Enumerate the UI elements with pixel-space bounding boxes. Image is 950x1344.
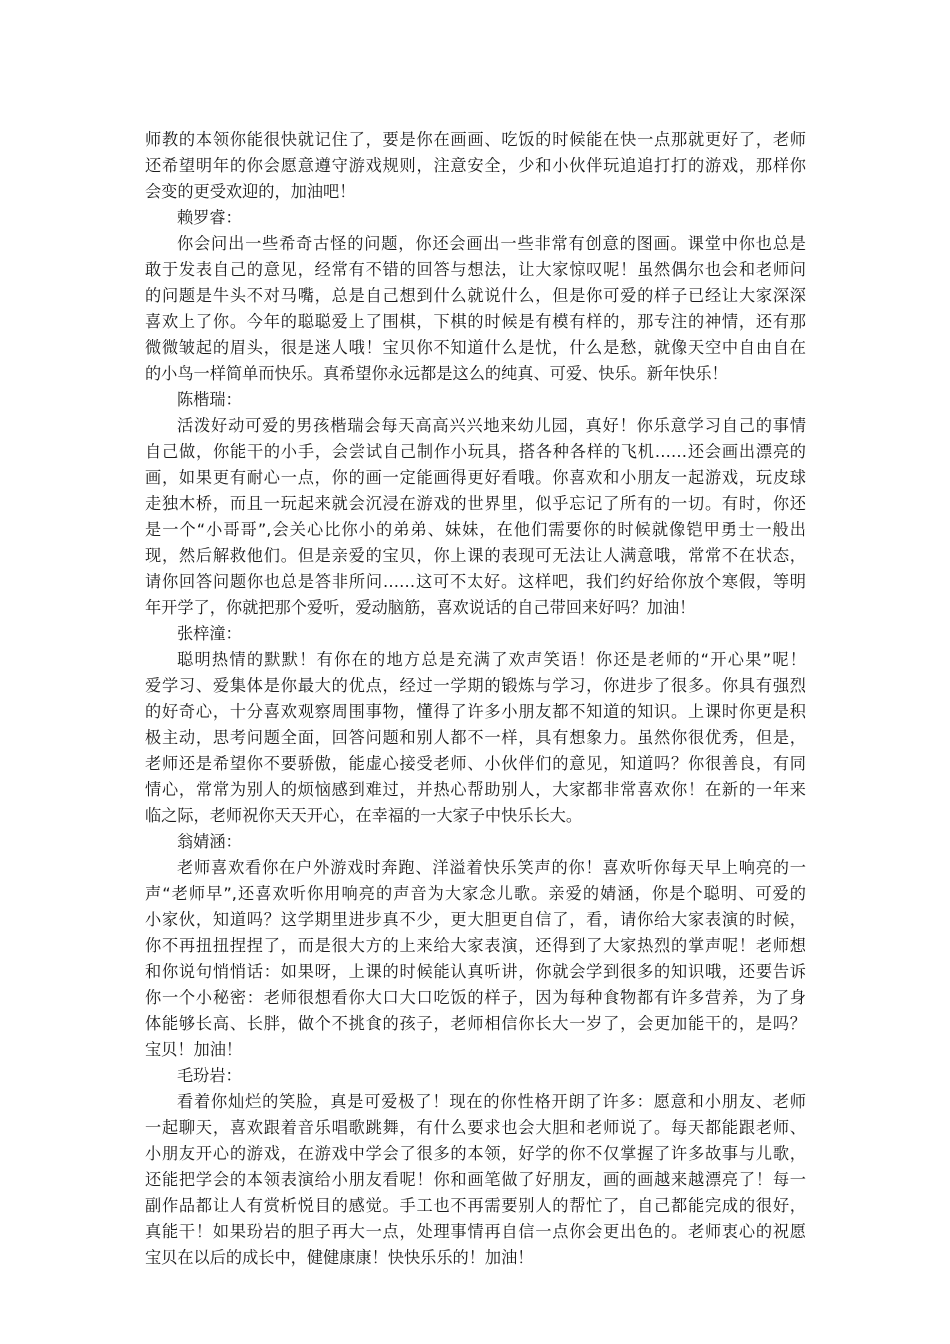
- text-line: 真能干！如果玢岩的胆子再大一点，处理事情再自信一点你会更出色的。老师衷心的祝愿: [145, 1222, 806, 1241]
- text-line: 画，如果更有耐心一点，你的画一定能画得更好看哦。你喜欢和小朋友一起游戏，玩皮球: [145, 468, 806, 487]
- text-line: 副作品都让人有赏析悦目的感觉。手工也不再需要别人的帮忙了，自己都能完成的很好，: [145, 1196, 806, 1215]
- student-name-heading: 赖罗睿：: [177, 208, 242, 227]
- text-line: 体能够长高、长胖，做个不挑食的孩子，老师相信你长大一岁了，会更加能干的，是吗？: [145, 1014, 806, 1033]
- text-line: 小家伙，知道吗？这学期里进步真不少，更大胆更自信了，看，请你给大家表演的时候，: [145, 910, 806, 929]
- text-line: 是一个“小哥哥”,会关心比你小的弟弟、妹妹，在他们需要你的时候就像铠甲勇士一般出: [145, 520, 806, 539]
- text-line: 现，然后解救他们。但是亲爱的宝贝，你上课的表现可无法让人满意哦，常常不在状态，: [145, 546, 806, 565]
- text-line: 和你说句悄悄话：如果呀，上课的时候能认真听讲，你就会学到很多的知识哦，还要告诉: [145, 962, 806, 981]
- text-line: 敢于发表自己的意见，经常有不错的回答与想法，让大家惊叹呢！虽然偶尔也会和老师问: [145, 260, 806, 279]
- text-line: 请你回答问题你也总是答非所问……这可不太好。这样吧，我们约好给你放个寒假，等明: [145, 572, 806, 591]
- text-line: 的问题是牛头不对马嘴，总是自己想到什么就说什么，但是你可爱的样子已经让大家深深: [145, 286, 806, 305]
- text-line: 喜欢上了你。今年的聪聪爱上了围棋，下棋的时候是有模有样的，那专注的神情，还有那: [145, 312, 806, 331]
- text-line: 的好奇心，十分喜欢观察周围事物，懂得了许多小朋友都不知道的知识。上课时你更是积: [145, 702, 806, 721]
- text-line: 走独木桥，而且一玩起来就会沉浸在游戏的世界里，似乎忘记了所有的一切。有时，你还: [145, 494, 806, 513]
- student-name-heading: 张梓潼：: [177, 624, 242, 643]
- text-line: 的小鸟一样简单而快乐。真希望你永远都是这么的纯真、可爱、快乐。新年快乐！: [145, 364, 728, 383]
- text-line: 微微皱起的眉头，很是迷人哦！宝贝你不知道什么是忧，什么是愁，就像天空中自由自在: [145, 338, 806, 357]
- text-line: 还希望明年的你会愿意遵守游戏规则，注意安全，少和小伙伴玩追追打打的游戏，那样你: [145, 156, 806, 175]
- text-line: 师教的本领你能很快就记住了，要是你在画画、吃饭的时候能在快一点那就更好了，老师: [145, 130, 806, 149]
- text-line: 声“老师早”,还喜欢听你用响亮的声音为大家念儿歌。亲爱的婧涵，你是个聪明、可爱的: [145, 884, 806, 903]
- text-line: 小朋友开心的游戏，在游戏中学会了很多的本领，好学的你不仅掌握了许多故事与儿歌，: [145, 1144, 806, 1163]
- text-line: 活泼好动可爱的男孩楷瑞会每天高高兴兴地来幼儿园，真好！你乐意学习自己的事情: [177, 416, 806, 435]
- text-line: 你一个小秘密：老师很想看你大口大口吃饭的样子，因为每种食物都有许多营养，为了身: [145, 988, 806, 1007]
- text-line: 极主动，思考问题全面，回答问题和别人都不一样，具有想象力。虽然你很优秀，但是，: [145, 728, 806, 747]
- text-line: 临之际，老师祝你天天开心，在幸福的一大家子中快乐长大。: [145, 806, 583, 825]
- text-line: 还能把学会的本领表演给小朋友看呢！你和画笔做了好朋友，画的画越来越漂亮了！每一: [145, 1170, 806, 1189]
- student-name-heading: 毛玢岩：: [177, 1066, 242, 1085]
- text-line: 爱学习、爱集体是你最大的优点，经过一学期的锻炼与学习，你进步了很多。你具有强烈: [145, 676, 806, 695]
- text-line: 一起聊天，喜欢跟着音乐唱歌跳舞，有什么要求也会大胆和老师说了。每天都能跟老师、: [145, 1118, 806, 1137]
- text-line: 聪明热情的默默！有你在的地方总是充满了欢声笑语！你还是老师的“开心果”呢！: [177, 650, 806, 669]
- text-line: 看着你灿烂的笑脸，真是可爱极了！现在的你性格开朗了许多：愿意和小朋友、老师: [177, 1092, 806, 1111]
- text-line: 年开学了，你就把那个爱听，爱动脑筋，喜欢说话的自己带回来好吗？加油！: [145, 598, 696, 617]
- text-line: 你会问出一些希奇古怪的问题，你还会画出一些非常有创意的图画。课堂中你也总是: [177, 234, 806, 253]
- text-line: 自己做，你能干的小手，会尝试自己制作小玩具，搭各种各样的飞机……还会画出漂亮的: [145, 442, 806, 461]
- text-line: 老师还是希望你不要骄傲，能虚心接受老师、小伙伴们的意见，知道吗？你很善良，有同: [145, 754, 806, 773]
- text-line: 老师喜欢看你在户外游戏时奔跑、洋溢着快乐笑声的你！喜欢听你每天早上响亮的一: [177, 858, 806, 877]
- text-line: 会变的更受欢迎的，加油吧！: [145, 182, 356, 201]
- text-line: 宝贝！加油！: [145, 1040, 243, 1059]
- student-name-heading: 陈楷瑞：: [177, 390, 242, 409]
- student-name-heading: 翁婧涵：: [177, 832, 242, 851]
- text-line: 你不再扭扭捏捏了，而是很大方的上来给大家表演，还得到了大家热烈的掌声呢！老师想: [145, 936, 806, 955]
- text-line: 宝贝在以后的成长中，健健康康！快快乐乐的！加油！: [145, 1248, 534, 1267]
- text-line: 情心，常常为别人的烦恼感到难过，并热心帮助别人，大家都非常喜欢你！在新的一年来: [145, 780, 806, 799]
